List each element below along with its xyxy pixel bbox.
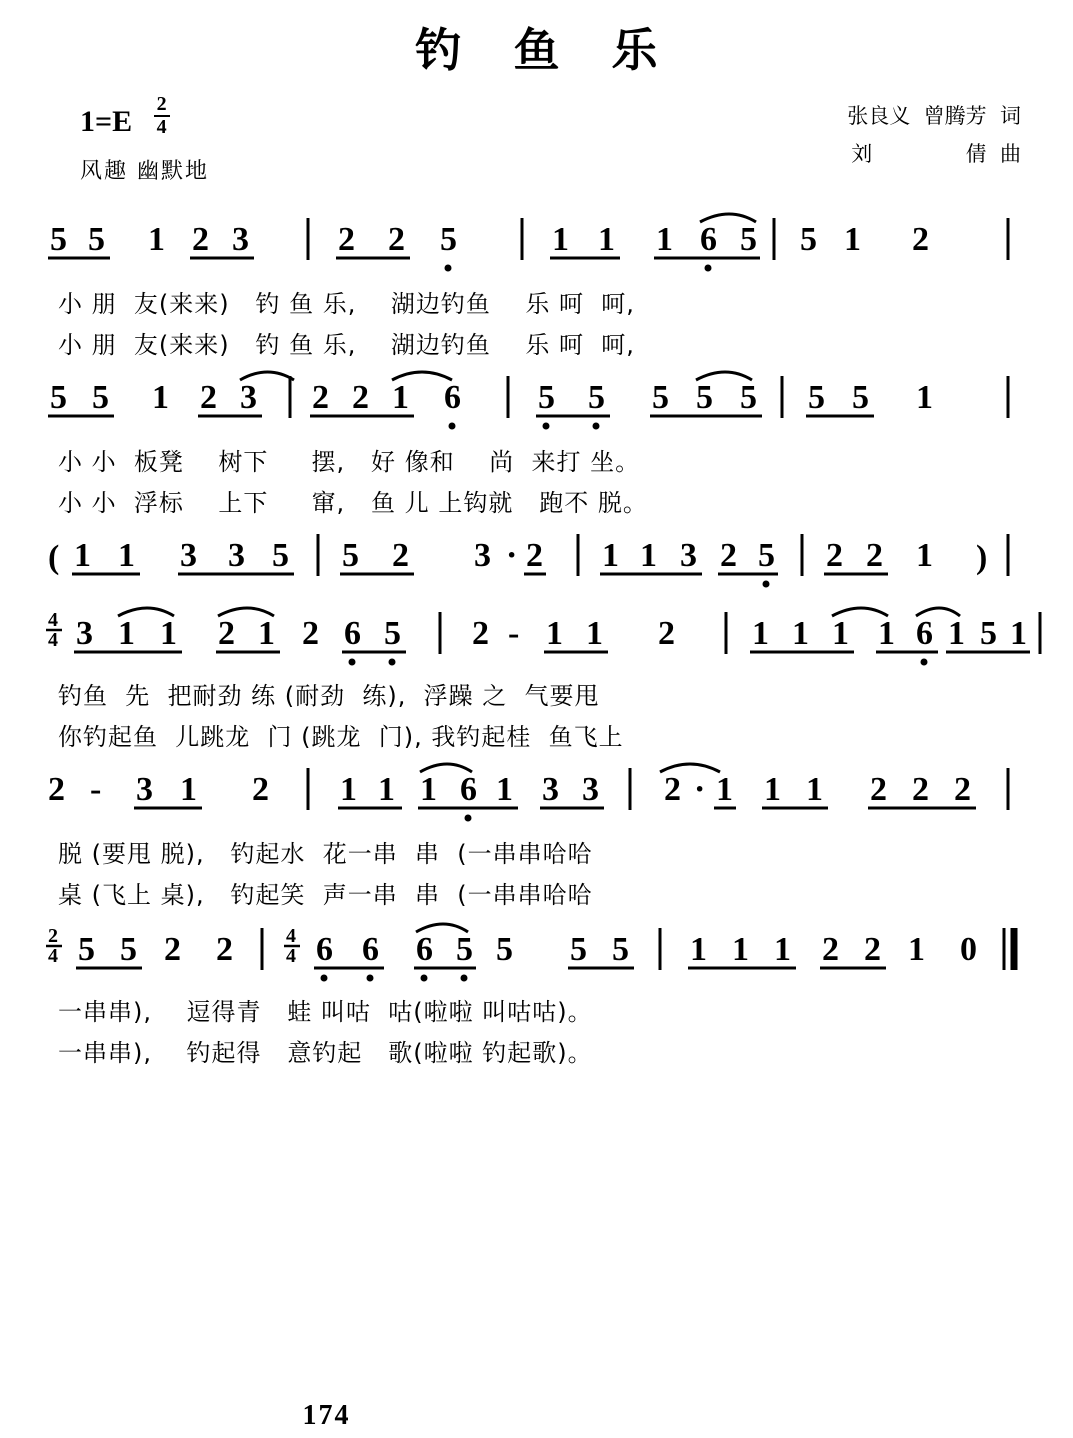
svg-text:3: 3 — [136, 771, 153, 808]
system-5-lyric-1: 脱 (要甩 脱), 钓起水 花一串 串 (一串串哈哈 — [58, 840, 593, 868]
system-5 — [40, 770, 1033, 910]
svg-text:1: 1 — [598, 221, 615, 258]
system-6-lyric-2: 一串串), 钓起得 意钓起 歌(啦啦 钓起歌)。 — [58, 1039, 593, 1067]
svg-text:4: 4 — [286, 925, 296, 947]
svg-text:1: 1 — [602, 537, 619, 574]
svg-text:2: 2 — [912, 771, 929, 808]
system-2-notation — [40, 378, 1033, 436]
key-value: E — [112, 105, 133, 138]
svg-text:1: 1 — [148, 221, 165, 258]
svg-text:5: 5 — [758, 537, 775, 574]
svg-text:5: 5 — [612, 931, 629, 968]
svg-text:6: 6 — [444, 379, 461, 416]
svg-text:2: 2 — [252, 771, 269, 808]
svg-text:5: 5 — [120, 931, 137, 968]
system-5-notation — [40, 770, 1033, 828]
svg-text:2: 2 — [192, 221, 209, 258]
system-6 — [40, 925, 1033, 1068]
system-4 — [40, 609, 1033, 752]
system-1-lyric-2: 小 朋 友(来来) 钓 鱼 乐, 湖边钓鱼 乐 呵 呵, — [58, 331, 635, 359]
svg-text:1: 1 — [118, 537, 135, 574]
svg-text:3: 3 — [582, 771, 599, 808]
svg-text:1: 1 — [378, 771, 395, 808]
svg-text:3: 3 — [680, 537, 697, 574]
svg-text:6: 6 — [416, 931, 433, 968]
svg-text:1: 1 — [908, 931, 925, 968]
system-1 — [40, 220, 1033, 360]
svg-text:5: 5 — [852, 379, 869, 416]
svg-text:2: 2 — [312, 379, 329, 416]
svg-text:1: 1 — [160, 615, 177, 652]
svg-text:1: 1 — [640, 537, 657, 574]
svg-text:6: 6 — [362, 931, 379, 968]
svg-text:2: 2 — [472, 615, 489, 652]
svg-text:5: 5 — [496, 931, 513, 968]
svg-text:1: 1 — [764, 771, 781, 808]
svg-text:1: 1 — [118, 615, 135, 652]
svg-text:5: 5 — [50, 379, 67, 416]
page-title: 钓 鱼 乐 — [415, 23, 676, 77]
svg-text:2: 2 — [48, 925, 58, 947]
svg-text:1: 1 — [844, 221, 861, 258]
svg-text:1: 1 — [774, 931, 791, 968]
svg-text:6: 6 — [344, 615, 361, 652]
svg-text:5: 5 — [456, 931, 473, 968]
svg-text:2: 2 — [352, 379, 369, 416]
svg-text:4: 4 — [286, 945, 296, 967]
svg-text:1: 1 — [948, 615, 965, 652]
svg-text:1: 1 — [752, 615, 769, 652]
svg-text:5: 5 — [800, 221, 817, 258]
svg-text:5: 5 — [696, 379, 713, 416]
svg-text:·: · — [694, 771, 706, 808]
svg-text:2: 2 — [720, 537, 737, 574]
svg-text:3: 3 — [474, 537, 491, 574]
svg-text:1: 1 — [258, 615, 275, 652]
svg-text:1: 1 — [716, 771, 733, 808]
svg-text:3: 3 — [228, 537, 245, 574]
system-6-lyric-1: 一串串), 逗得青 蛙 叫咕 咕(啦啦 叫咕咕)。 — [58, 998, 593, 1026]
svg-text:5: 5 — [570, 931, 587, 968]
key-signature — [80, 94, 170, 139]
svg-text:2: 2 — [954, 771, 971, 808]
svg-text:1: 1 — [180, 771, 197, 808]
svg-text:4: 4 — [48, 609, 58, 631]
svg-text:2: 2 — [48, 771, 65, 808]
svg-text:-: - — [508, 615, 520, 652]
system-6-notation — [40, 925, 1033, 986]
system-2 — [40, 378, 1033, 518]
svg-text:2: 2 — [392, 537, 409, 574]
system-5-lyric-2: 桌 (飞上 桌), 钓起笑 声一串 串 (一串串哈哈 — [58, 881, 593, 909]
svg-text:1: 1 — [806, 771, 823, 808]
svg-text:2: 2 — [338, 221, 355, 258]
svg-text:5: 5 — [50, 221, 67, 258]
svg-text:2: 2 — [200, 379, 217, 416]
svg-text:1: 1 — [340, 771, 357, 808]
system-1-notation — [40, 220, 1033, 278]
svg-text:0: 0 — [960, 931, 977, 968]
svg-text:6: 6 — [460, 771, 477, 808]
svg-text:5: 5 — [440, 221, 457, 258]
system-2-lyric-1: 小 小 板凳 树下 摆, 好 像和 尚 来打 坐。 — [58, 448, 641, 476]
svg-text:1: 1 — [420, 771, 437, 808]
svg-text:5: 5 — [652, 379, 669, 416]
svg-text:5: 5 — [740, 221, 757, 258]
svg-text:2: 2 — [164, 931, 181, 968]
svg-text:1: 1 — [878, 615, 895, 652]
system-3-notation — [40, 536, 1033, 594]
svg-text:1: 1 — [74, 537, 91, 574]
svg-text:2: 2 — [826, 537, 843, 574]
svg-text:2: 2 — [870, 771, 887, 808]
svg-text:4: 4 — [48, 629, 58, 651]
svg-text:2: 2 — [822, 931, 839, 968]
svg-text:2: 2 — [218, 615, 235, 652]
svg-text:3: 3 — [232, 221, 249, 258]
svg-text:5: 5 — [272, 537, 289, 574]
svg-text:1: 1 — [152, 379, 169, 416]
svg-text:(: ( — [48, 539, 60, 576]
svg-text:3: 3 — [240, 379, 257, 416]
system-4-lyric-1: 钓鱼 先 把耐劲 练 (耐劲 练), 浮躁 之 气要甩 — [58, 682, 600, 710]
svg-text:5: 5 — [88, 221, 105, 258]
svg-text:1: 1 — [732, 931, 749, 968]
svg-text:1: 1 — [552, 221, 569, 258]
svg-text:5: 5 — [538, 379, 555, 416]
system-4-notation — [40, 609, 1033, 670]
svg-text:2: 2 — [864, 931, 881, 968]
svg-text:2: 2 — [388, 221, 405, 258]
svg-text:1: 1 — [392, 379, 409, 416]
system-3 — [40, 536, 1033, 594]
credit-composer: 刘 倩 曲 — [851, 141, 1021, 166]
svg-text:2: 2 — [526, 537, 543, 574]
svg-text:2: 2 — [664, 771, 681, 808]
meter-denominator: 4 — [156, 116, 167, 138]
svg-text:5: 5 — [740, 379, 757, 416]
svg-text:5: 5 — [92, 379, 109, 416]
svg-text:2: 2 — [302, 615, 319, 652]
svg-text:2: 2 — [912, 221, 929, 258]
svg-text:1: 1 — [496, 771, 513, 808]
svg-text:6: 6 — [316, 931, 333, 968]
system-1-lyric-1: 小 朋 友(来来) 钓 鱼 乐, 湖边钓鱼 乐 呵 呵, — [58, 290, 635, 318]
svg-text:2: 2 — [216, 931, 233, 968]
time-signature — [154, 94, 170, 138]
svg-text:1: 1 — [586, 615, 603, 652]
svg-text:2: 2 — [658, 615, 675, 652]
svg-text:5: 5 — [342, 537, 359, 574]
svg-text:1: 1 — [690, 931, 707, 968]
svg-text:4: 4 — [48, 945, 58, 967]
svg-text:3: 3 — [180, 537, 197, 574]
header-bar — [0, 94, 1073, 202]
key-label: 1= — [80, 105, 113, 138]
svg-text:5: 5 — [384, 615, 401, 652]
svg-text:3: 3 — [542, 771, 559, 808]
svg-text:1: 1 — [546, 615, 563, 652]
meter-numerator: 2 — [154, 94, 170, 117]
svg-text:): ) — [976, 539, 988, 576]
svg-text:2: 2 — [866, 537, 883, 574]
svg-text:1: 1 — [792, 615, 809, 652]
svg-text:1: 1 — [916, 379, 933, 416]
tempo-mood-marking: 风趣 幽默地 — [80, 159, 209, 184]
svg-text:1: 1 — [916, 537, 933, 574]
svg-text:5: 5 — [78, 931, 95, 968]
credit-lyricists: 张良义 曾腾芳 词 — [847, 104, 1021, 128]
page-number: 174 — [302, 1400, 351, 1431]
svg-text:5: 5 — [588, 379, 605, 416]
svg-text:5: 5 — [808, 379, 825, 416]
system-2-lyric-2: 小 小 浮标 上下 窜, 鱼 儿 上钩就 跑不 脱。 — [58, 489, 648, 517]
svg-text:1: 1 — [656, 221, 673, 258]
music-systems — [0, 220, 1073, 1068]
svg-text:1: 1 — [832, 615, 849, 652]
credits-block — [847, 98, 1021, 174]
svg-text:-: - — [90, 771, 102, 808]
svg-text:·: · — [506, 537, 518, 574]
svg-text:5: 5 — [980, 615, 997, 652]
svg-text:6: 6 — [700, 221, 717, 258]
svg-text:1: 1 — [1010, 615, 1027, 652]
svg-text:6: 6 — [916, 615, 933, 652]
svg-text:3: 3 — [76, 615, 93, 652]
system-4-lyric-2: 你钓起鱼 儿跳龙 门 (跳龙 门), 我钓起桂 鱼飞上 — [58, 723, 624, 751]
